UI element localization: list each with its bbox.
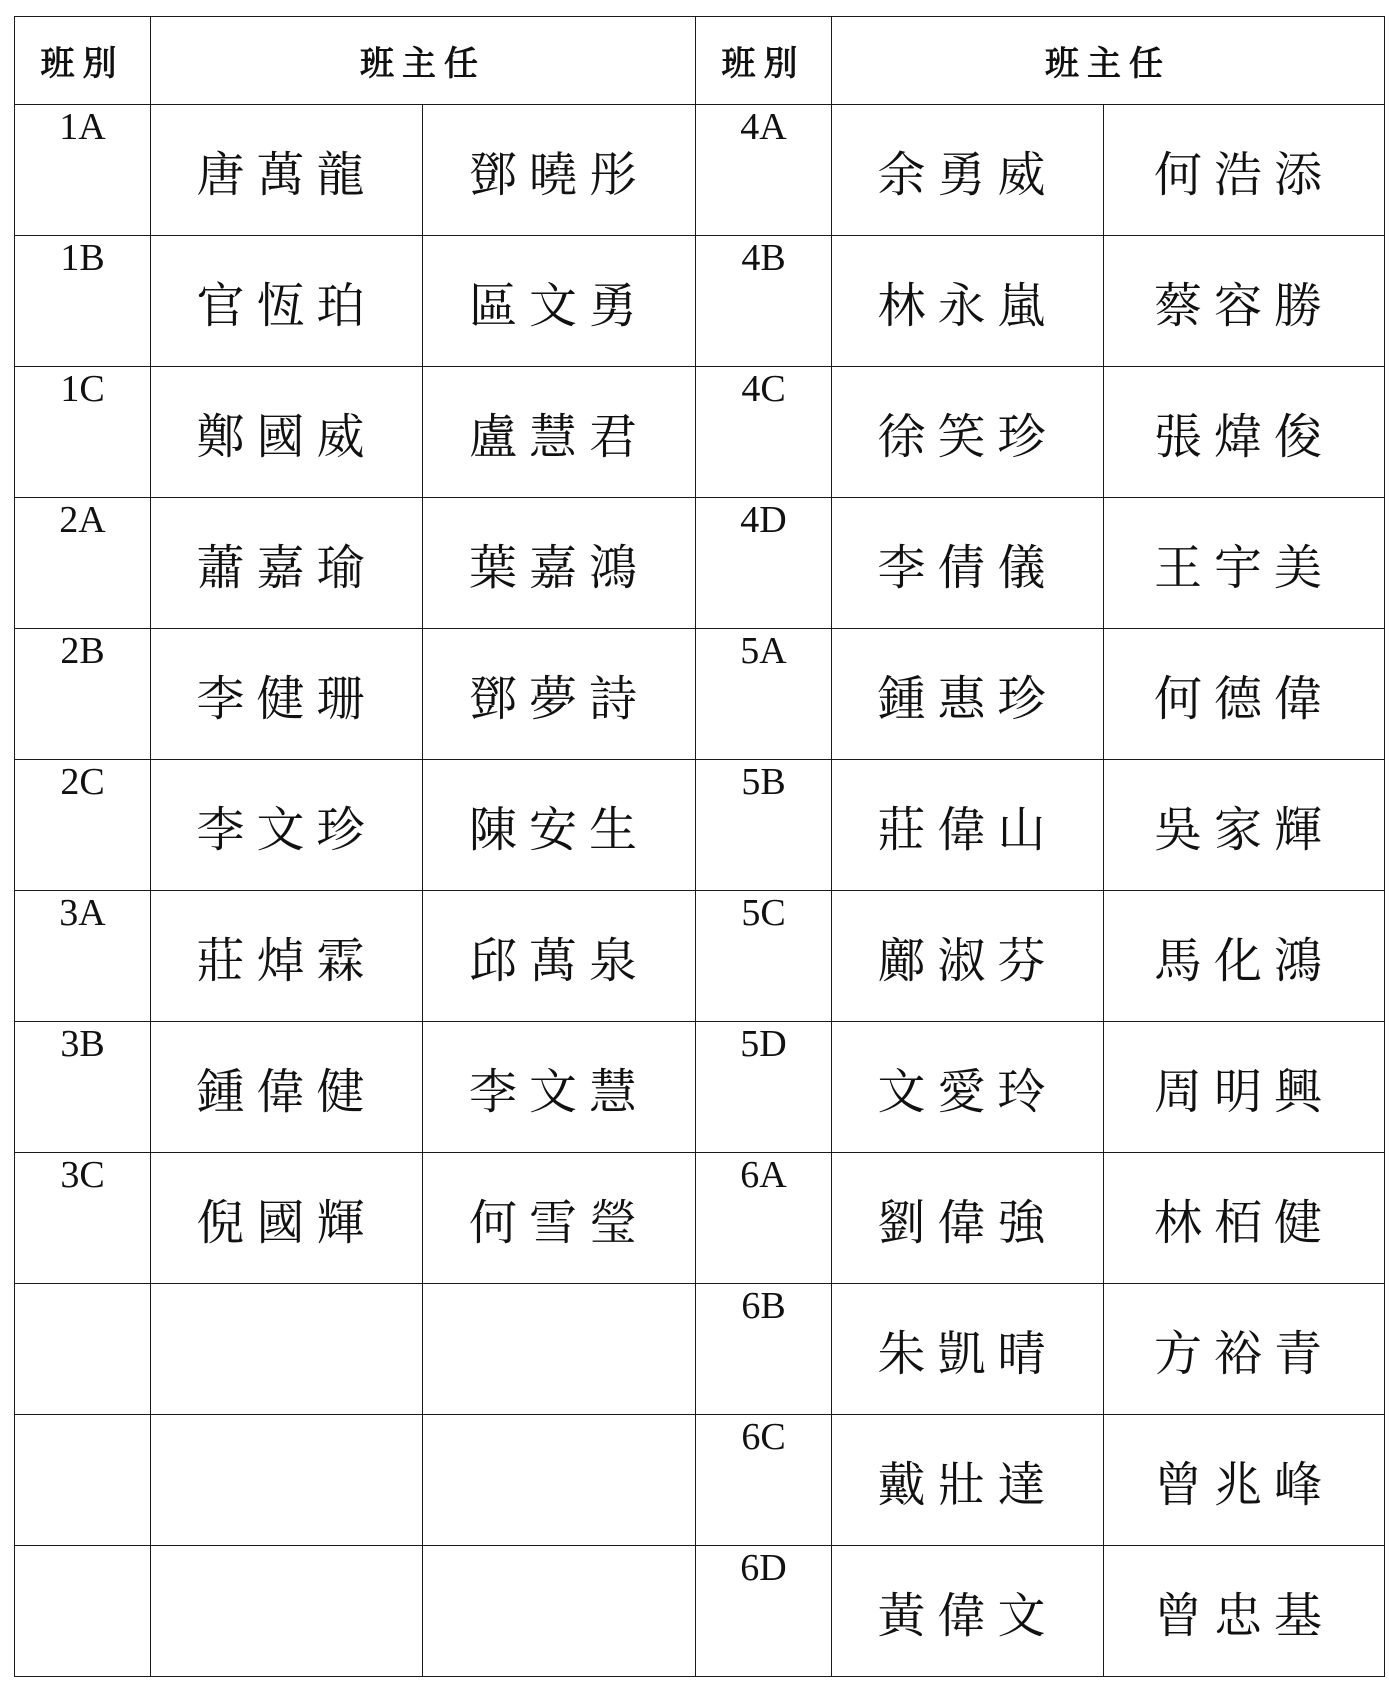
class-left: 1A xyxy=(15,105,151,236)
class-teacher-sheet xyxy=(14,16,1385,1677)
teacher-left-2: 李文慧 xyxy=(423,1022,696,1153)
teacher-right-1: 文愛玲 xyxy=(832,1022,1104,1153)
class-left: 2A xyxy=(15,498,151,629)
header-teacher-right: 班主任 xyxy=(832,17,1385,105)
teacher-right-1: 朱凱晴 xyxy=(832,1284,1104,1415)
teacher-right-2: 林栢健 xyxy=(1104,1153,1385,1284)
table-row xyxy=(15,629,1385,760)
teacher-right-1: 鍾惠珍 xyxy=(832,629,1104,760)
teacher-right-1: 余勇威 xyxy=(832,105,1104,236)
teacher-right-1: 莊偉山 xyxy=(832,760,1104,891)
teacher-right-1: 李倩儀 xyxy=(832,498,1104,629)
table-row xyxy=(15,236,1385,367)
teacher-right-2: 周明興 xyxy=(1104,1022,1385,1153)
class-right: 6A xyxy=(696,1153,832,1284)
table-row xyxy=(15,1022,1385,1153)
class-left: 1C xyxy=(15,367,151,498)
teacher-right-1: 黃偉文 xyxy=(832,1546,1104,1677)
table-body xyxy=(15,17,1385,1677)
teacher-left-1 xyxy=(151,1546,423,1677)
class-left: 2C xyxy=(15,760,151,891)
teacher-right-2: 何德偉 xyxy=(1104,629,1385,760)
teacher-right-2: 方裕青 xyxy=(1104,1284,1385,1415)
table-row xyxy=(15,498,1385,629)
class-left: 3B xyxy=(15,1022,151,1153)
teacher-left-2: 盧慧君 xyxy=(423,367,696,498)
class-right: 6D xyxy=(696,1546,832,1677)
header-row xyxy=(15,17,1385,105)
teacher-right-1: 劉偉強 xyxy=(832,1153,1104,1284)
teacher-left-2 xyxy=(423,1284,696,1415)
table-row xyxy=(15,760,1385,891)
teacher-left-2: 陳安生 xyxy=(423,760,696,891)
table-row xyxy=(15,105,1385,236)
teacher-left-2 xyxy=(423,1546,696,1677)
teacher-left-2: 鄧夢詩 xyxy=(423,629,696,760)
class-left xyxy=(15,1546,151,1677)
teacher-left-2: 何雪瑩 xyxy=(423,1153,696,1284)
teacher-left-1: 鍾偉健 xyxy=(151,1022,423,1153)
class-left: 1B xyxy=(15,236,151,367)
teacher-left-2: 葉嘉鴻 xyxy=(423,498,696,629)
teacher-right-1: 鄺淑芬 xyxy=(832,891,1104,1022)
class-right: 6C xyxy=(696,1415,832,1546)
class-right: 4B xyxy=(696,236,832,367)
teacher-right-2: 曾兆峰 xyxy=(1104,1415,1385,1546)
class-right: 5D xyxy=(696,1022,832,1153)
class-right: 5B xyxy=(696,760,832,891)
table-row xyxy=(15,1284,1385,1415)
teacher-left-1: 鄭國威 xyxy=(151,367,423,498)
teacher-right-2: 馬化鴻 xyxy=(1104,891,1385,1022)
teacher-left-1: 倪國輝 xyxy=(151,1153,423,1284)
class-right: 4D xyxy=(696,498,832,629)
table-row xyxy=(15,1415,1385,1546)
teacher-left-1: 李健珊 xyxy=(151,629,423,760)
teacher-right-1: 戴壯達 xyxy=(832,1415,1104,1546)
class-right: 5A xyxy=(696,629,832,760)
teacher-right-2: 王宇美 xyxy=(1104,498,1385,629)
class-left: 2B xyxy=(15,629,151,760)
class-left: 3C xyxy=(15,1153,151,1284)
table-row xyxy=(15,367,1385,498)
class-right: 5C xyxy=(696,891,832,1022)
teacher-right-2: 吳家輝 xyxy=(1104,760,1385,891)
teacher-left-1: 官恆珀 xyxy=(151,236,423,367)
teacher-left-1: 唐萬龍 xyxy=(151,105,423,236)
teacher-right-2: 張煒俊 xyxy=(1104,367,1385,498)
header-class-left: 班別 xyxy=(15,17,151,105)
class-left xyxy=(15,1284,151,1415)
table-row xyxy=(15,1153,1385,1284)
teacher-left-2: 鄧曉彤 xyxy=(423,105,696,236)
teacher-left-1 xyxy=(151,1415,423,1546)
table-row xyxy=(15,1546,1385,1677)
class-right: 6B xyxy=(696,1284,832,1415)
teacher-right-2: 何浩添 xyxy=(1104,105,1385,236)
teacher-left-1: 蕭嘉瑜 xyxy=(151,498,423,629)
teacher-left-2: 邱萬泉 xyxy=(423,891,696,1022)
class-right: 4A xyxy=(696,105,832,236)
teacher-left-1: 莊焯霖 xyxy=(151,891,423,1022)
teacher-right-2: 曾忠基 xyxy=(1104,1546,1385,1677)
teacher-left-2: 區文勇 xyxy=(423,236,696,367)
class-right: 4C xyxy=(696,367,832,498)
teacher-right-1: 徐笑珍 xyxy=(832,367,1104,498)
class-left: 3A xyxy=(15,891,151,1022)
teacher-right-1: 林永嵐 xyxy=(832,236,1104,367)
header-teacher-left: 班主任 xyxy=(151,17,696,105)
header-class-right: 班別 xyxy=(696,17,832,105)
teacher-left-2 xyxy=(423,1415,696,1546)
class-teacher-table xyxy=(14,16,1385,1677)
teacher-right-2: 蔡容勝 xyxy=(1104,236,1385,367)
teacher-left-1: 李文珍 xyxy=(151,760,423,891)
teacher-left-1 xyxy=(151,1284,423,1415)
table-row xyxy=(15,891,1385,1022)
class-left xyxy=(15,1415,151,1546)
